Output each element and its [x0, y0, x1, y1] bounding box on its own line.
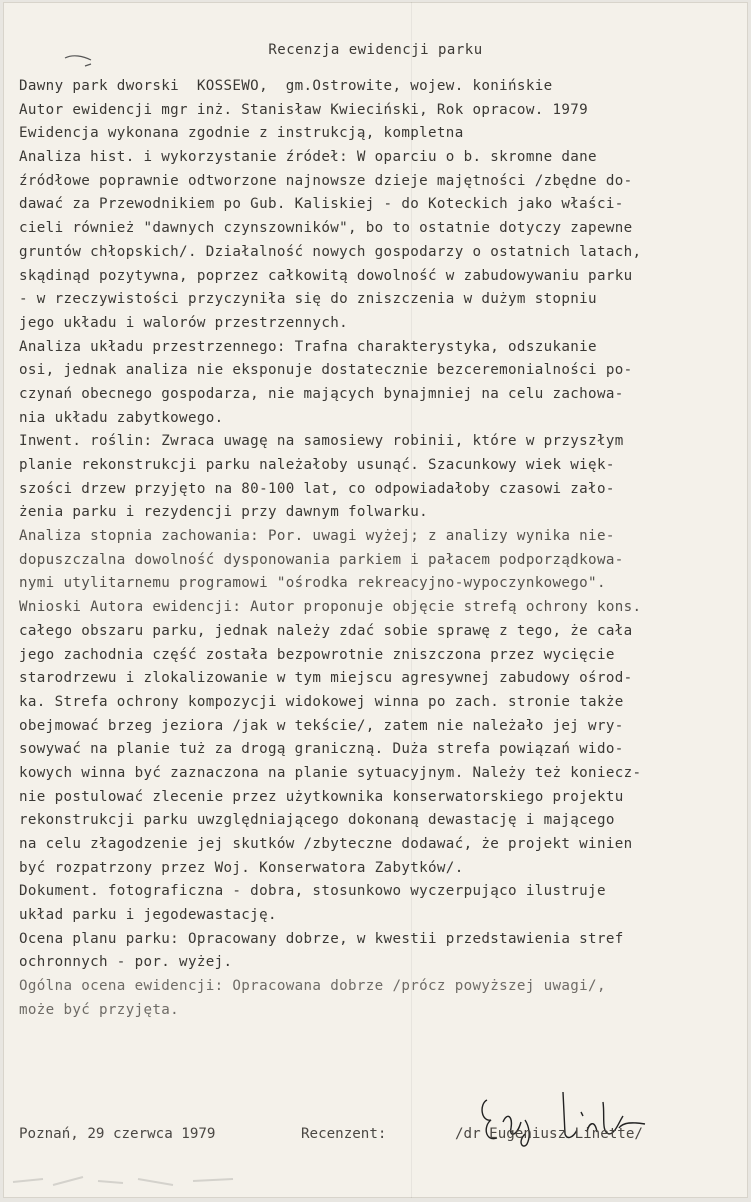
text-line: Ogólna ocena ewidencji: Opracowana dobrze /prócz powyższej uwagi/, [19, 978, 606, 995]
text-line: kowych winna być zaznaczona na planie sytuacyjnym. Należy też koniecz- [19, 764, 642, 781]
text-line: cieli również "dawnych czynszowników", bo to ostatnie dotyczy zapewne [19, 220, 633, 237]
text-line: osi, jednak analiza nie eksponuje dostatecznie bezceremonialności po- [19, 362, 633, 379]
reviewer-name: /dr Eugeniusz Linette/ [455, 1126, 643, 1142]
text-line: układ parku i jegodewastację. [19, 907, 277, 924]
text-line: Ewidencja wykonana zgodnie z instrukcją, kompletna [19, 125, 464, 142]
text-line: czynań obecnego gospodarza, nie mających bynajmniej na celu zachowa- [19, 385, 624, 402]
text-line: - w rzeczywistości przyczyniła się do zniszczenia w dużym stopniu [19, 291, 597, 308]
text-line: gruntów chłopskich/. Działalność nowych gospodarzy o ostatnich latach, [19, 243, 642, 260]
text-line: ka. Strefa ochrony kompozycji widokowej winna po zach. stronie także [19, 693, 624, 710]
text-line: źródłowe poprawnie odtworzone najnowsze dzieje majętności /zbędne do- [19, 172, 633, 189]
text-line: dopuszczalna dowolność dysponowania parkiem i pałacem podporządkowa- [19, 551, 624, 568]
text-line: skądinąd pozytywna, poprzez całkowitą dowolność w zabudowywaniu parku [19, 267, 633, 284]
text-line: Ocena planu parku: Opracowany dobrze, w kwestii przedstawienia stref [19, 930, 624, 947]
document-page [3, 2, 748, 1198]
text-line: planie rekonstrukcji parku należałoby usunąć. Szacunkowy wiek więk- [19, 457, 615, 473]
text-line: nymi utylitarnemu programowi "ośrodka rekreacyjno-wypoczynkowego". [19, 575, 606, 592]
text-line: może być przyjęta. [19, 1001, 180, 1018]
text-line: dawać za Przewodnikiem po Gub. Kaliskiej - do Koteckich jako właści- [19, 196, 624, 213]
text-line: obejmować brzeg jeziora /jak w tekście/, zatem nie należało jej wry- [19, 717, 624, 734]
text-line: całego obszaru parku, jednak należy zdać sobie sprawę z tego, że cała [19, 622, 633, 639]
text-line: ochronnych - por. wyżej. [19, 954, 233, 971]
text-line: nie postulować zlecenie przez użytkownika konserwatorskiego projektu [19, 788, 624, 805]
text-line: Dawny park dworski KOSSEWO, gm.Ostrowite, wojew. konińskie [19, 78, 553, 94]
text-line: być rozpatrzony przez Woj. Konserwatora Zabytków/. [19, 859, 464, 876]
document-body [19, 75, 741, 1023]
document-title: Recenzja ewidencji parku [268, 42, 483, 58]
text-line: Autor ewidencji mgr inż. Stanisław Kwieciński, Rok opracow. 1979 [19, 101, 589, 118]
text-line: Dokument. fotograficzna - dobra, stosunkowo wyczerpująco ilustruje [19, 883, 606, 900]
text-line: jego układu i walorów przestrzennych. [19, 314, 348, 331]
text-line: sowywać na planie tuż za drogą graniczną. Duża strefa powiązań wido- [19, 741, 624, 758]
text-line: jego zachodnia część została bezpowrotnie zniszczona przez wycięcie [19, 646, 615, 663]
text-line: Analiza hist. i wykorzystanie źródeł: W oparciu o b. skromne dane [19, 149, 597, 166]
text-line: żenia parku i rezydencji przy dawnym folwarku. [19, 504, 429, 521]
faded-stamp [3, 1167, 303, 1197]
reviewer-label: Recenzent: [301, 1126, 387, 1142]
text-line: nia układu zabytkowego. [19, 409, 224, 426]
text-line: rekonstrukcji parku uwzględniającego dokonaną dewastację i mającego [19, 812, 615, 829]
place-date: Poznań, 29 czerwca 1979 [19, 1126, 216, 1142]
text-line: Analiza układu przestrzennego: Trafna charakterystyka, odszukanie [19, 338, 597, 355]
text-line: Wnioski Autora ewidencji: Autor proponuje objęcie strefą ochrony kons. [19, 599, 642, 616]
text-line: szości drzew przyjęto na 80-100 lat, co odpowiadałoby czasowi zało- [19, 480, 615, 497]
text-line: Inwent. roślin: Zwraca uwagę na samosiewy robinii, które w przyszłym [19, 433, 624, 450]
text-line: na celu złagodzenie jej skutków /zbyteczne dodawać, że projekt winien [19, 836, 633, 852]
text-line: Analiza stopnia zachowania: Por. uwagi wyżej; z analizy wynika nie- [19, 528, 615, 545]
text-line: starodrzewu i zlokalizowanie w tym miejscu agresywnej zabudowy ośrod- [19, 670, 633, 687]
